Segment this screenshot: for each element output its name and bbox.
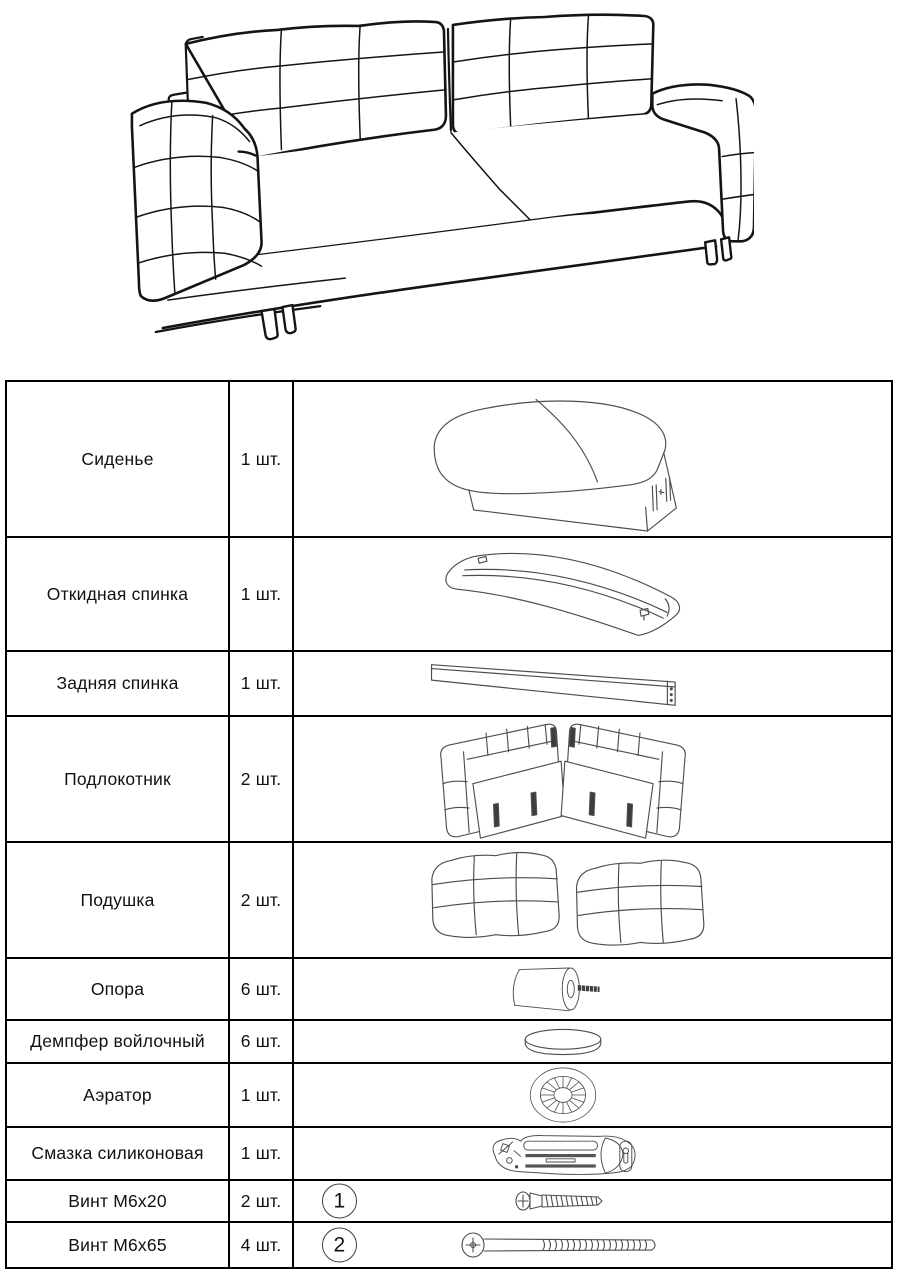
part-quantity: 1 шт. bbox=[240, 448, 282, 469]
table-row bbox=[6, 958, 892, 1020]
felt-damper-illustration-icon bbox=[508, 1024, 618, 1060]
table-row bbox=[6, 381, 892, 537]
cushion-pair-illustration-icon bbox=[418, 846, 708, 954]
parts-table bbox=[5, 380, 893, 1269]
part-name: Демпфер войлочный bbox=[30, 1031, 205, 1051]
table-row bbox=[6, 1020, 892, 1063]
screw-m6x65-illustration-icon bbox=[455, 1228, 670, 1262]
ref-number-badge: 1 bbox=[322, 1184, 357, 1219]
part-name: Задняя спинка bbox=[56, 673, 179, 693]
armrest-pair-illustration-icon bbox=[418, 718, 708, 840]
sofa-illustration bbox=[106, 2, 754, 346]
screw-m6x20-illustration-icon bbox=[508, 1186, 618, 1216]
folding-backrest-illustration-icon bbox=[418, 541, 708, 647]
part-quantity: 1 шт. bbox=[240, 673, 282, 693]
table-row bbox=[6, 1222, 892, 1268]
rear-back-panel-illustration-icon bbox=[418, 655, 708, 713]
part-quantity: 6 шт. bbox=[240, 1031, 282, 1051]
part-quantity: 1 шт. bbox=[240, 583, 282, 604]
part-quantity: 2 шт. bbox=[240, 889, 282, 910]
table-row bbox=[6, 1180, 892, 1222]
table-row bbox=[6, 651, 892, 716]
part-name: Опора bbox=[90, 978, 145, 999]
part-name: Откидная спинка bbox=[46, 583, 189, 604]
silicone-grease-pack-illustration-icon bbox=[463, 1130, 663, 1178]
aerator-illustration-icon bbox=[520, 1064, 606, 1126]
table-row bbox=[6, 842, 892, 958]
part-quantity: 6 шт. bbox=[240, 978, 282, 999]
part-name: Сиденье bbox=[81, 448, 154, 469]
part-name: Подушка bbox=[80, 889, 155, 910]
leg-support-illustration-icon bbox=[488, 961, 638, 1017]
part-name: Подлокотник bbox=[64, 768, 171, 789]
part-name: Винт М6х20 bbox=[68, 1190, 167, 1211]
ref-number-badge: 2 bbox=[322, 1228, 357, 1263]
part-quantity: 1 шт. bbox=[240, 1143, 282, 1163]
table-row bbox=[6, 1063, 892, 1127]
part-quantity: 1 шт. bbox=[240, 1084, 282, 1105]
sofa-line-art-icon bbox=[106, 2, 754, 346]
seat-illustration-icon bbox=[418, 386, 708, 532]
part-name: Аэратор bbox=[83, 1084, 152, 1105]
part-quantity: 2 шт. bbox=[240, 1190, 282, 1211]
part-name: Смазка силиконовая bbox=[31, 1143, 204, 1163]
part-name: Винт М6х65 bbox=[68, 1234, 167, 1255]
table-row bbox=[6, 716, 892, 842]
table-row bbox=[6, 1127, 892, 1180]
table-row bbox=[6, 537, 892, 651]
part-quantity: 4 шт. bbox=[240, 1234, 282, 1255]
part-quantity: 2 шт. bbox=[240, 768, 282, 789]
